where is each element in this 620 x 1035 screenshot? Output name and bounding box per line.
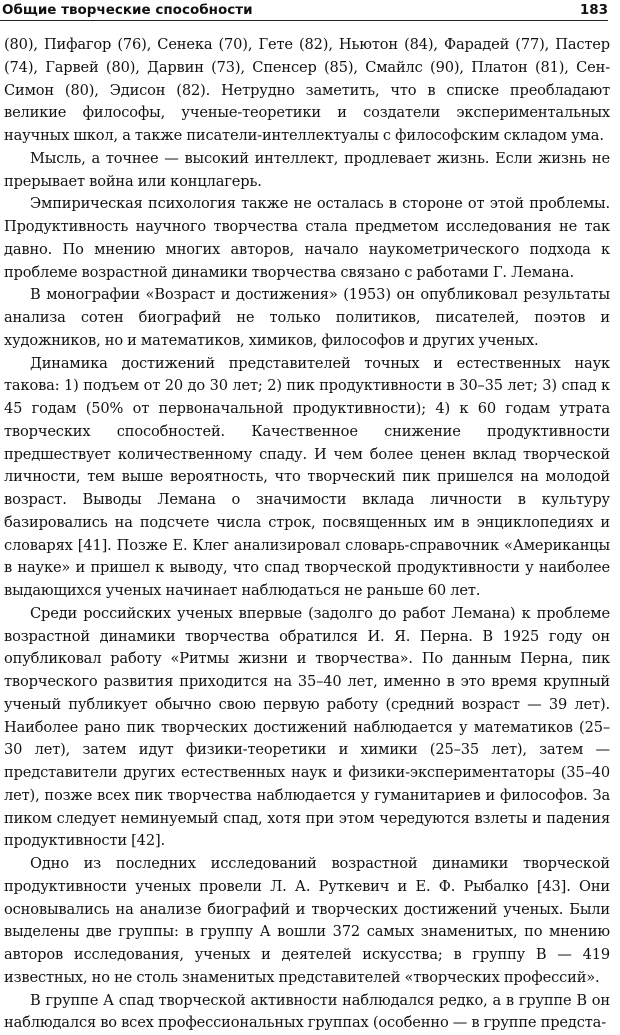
paragraph: Среди российских ученых впервые (задолго до работ Лемана) к проблеме возрастной динамики творчества обратился И. Я. Перна. В 1925 году он опубликовал работу «Ритмы жизни и творчества». По данным Перна, пик творческого развития приходится на 35–40 лет, именно в это время крупный ученый публикует обычно свою первую работу (средний возраст — 39 лет). Наиболее рано пик творческих достижений наблюдается у математиков (25–30 лет), затем идут физики-теоретики и химики (25–35 лет), затем — представители других естественных наук и физики-экспериментаторы (35–40 лет), позже всех пик творчества наблюдается у гуманитариев и философов. За пиком следует неминуемый спад, хотя при этом чередуются взлеты и падения продуктивности [42]. — [4, 603, 610, 853]
running-title: Общие творческие способности — [2, 0, 253, 20]
body-text — [4, 34, 610, 1035]
paragraph: Мысль, а точнее — высокий интеллект, продлевает жизнь. Если жизнь не прерывает война или концлагерь. — [4, 148, 610, 194]
running-header — [0, 0, 608, 21]
paragraph: Эмпирическая психология также не осталась в стороне от этой проблемы. Продуктивность научного творчества стала предметом исследования не так давно. По мнению многих авторов, начало наукометрического подхода к проблеме возрастной динамики творчества связано с работами Г. Лемана. — [4, 193, 610, 284]
paragraph-continuation: (80), Пифагор (76), Сенека (70), Гете (82), Ньютон (84), Фарадей (77), Пастер (74), Гарвей (80), Дарвин (73), Спенсер (85), Смайлс (90), Платон (81), Сен-Симон (80), Эдисон (82). Нетрудно заметить, что в списке преобладают великие философы, ученые-теоретики и создатели экспериментальных научных школ, а также писатели-интеллектуалы с философским складом ума. — [4, 34, 610, 148]
paragraph: Динамика достижений представителей точных и естественных наук такова: 1) подъем от 20 до 30 лет; 2) пик продуктивности в 30–35 лет; 3) спад к 45 годам (50% от первоначальной продуктивности); 4) к 60 годам утрата творческих способностей. Качественное снижение продуктивности предшествует количественному спаду. И чем более ценен вклад творческой личности, тем выше вероятность, что творческий пик пришелся на молодой возраст. Выводы Лемана о значимости вклада личности в культуру базировались на подсчете числа строк, посвященных им в энциклопедиях и словарях [41]. Позже Е. Клег анализировал словарь-справочник «Американцы в науке» и пришел к выводу, что спад творческой продуктивности у наиболее выдающихся ученых начинает наблюдаться не раньше 60 лет. — [4, 353, 610, 603]
paragraph: Одно из последних исследований возрастной динамики творческой продуктивности ученых провели Л. А. Руткевич и Е. Ф. Рыбалко [43]. Они основывались на анализе биографий и творческих достижений ученых. Были выделены две группы: в группу А вошли 372 самых знаменитых, по мнению авторов исследования, ученых и деятелей искусства; в группу В — 419 известных, но не столь знаменитых представителей «творческих профессий». — [4, 853, 610, 990]
paragraph: В монографии «Возраст и достижения» (1953) он опубликовал результаты анализа сотен биографий не только политиков, писателей, поэтов и художников, но и математиков, химиков, философов и других ученых. — [4, 284, 610, 352]
page-number: 183 — [580, 0, 608, 20]
paragraph: В группе А спад творческой активности наблюдался редко, а в группе В он наблюдался во всех профессиональных группах (особенно — в группе предста- — [4, 990, 610, 1035]
